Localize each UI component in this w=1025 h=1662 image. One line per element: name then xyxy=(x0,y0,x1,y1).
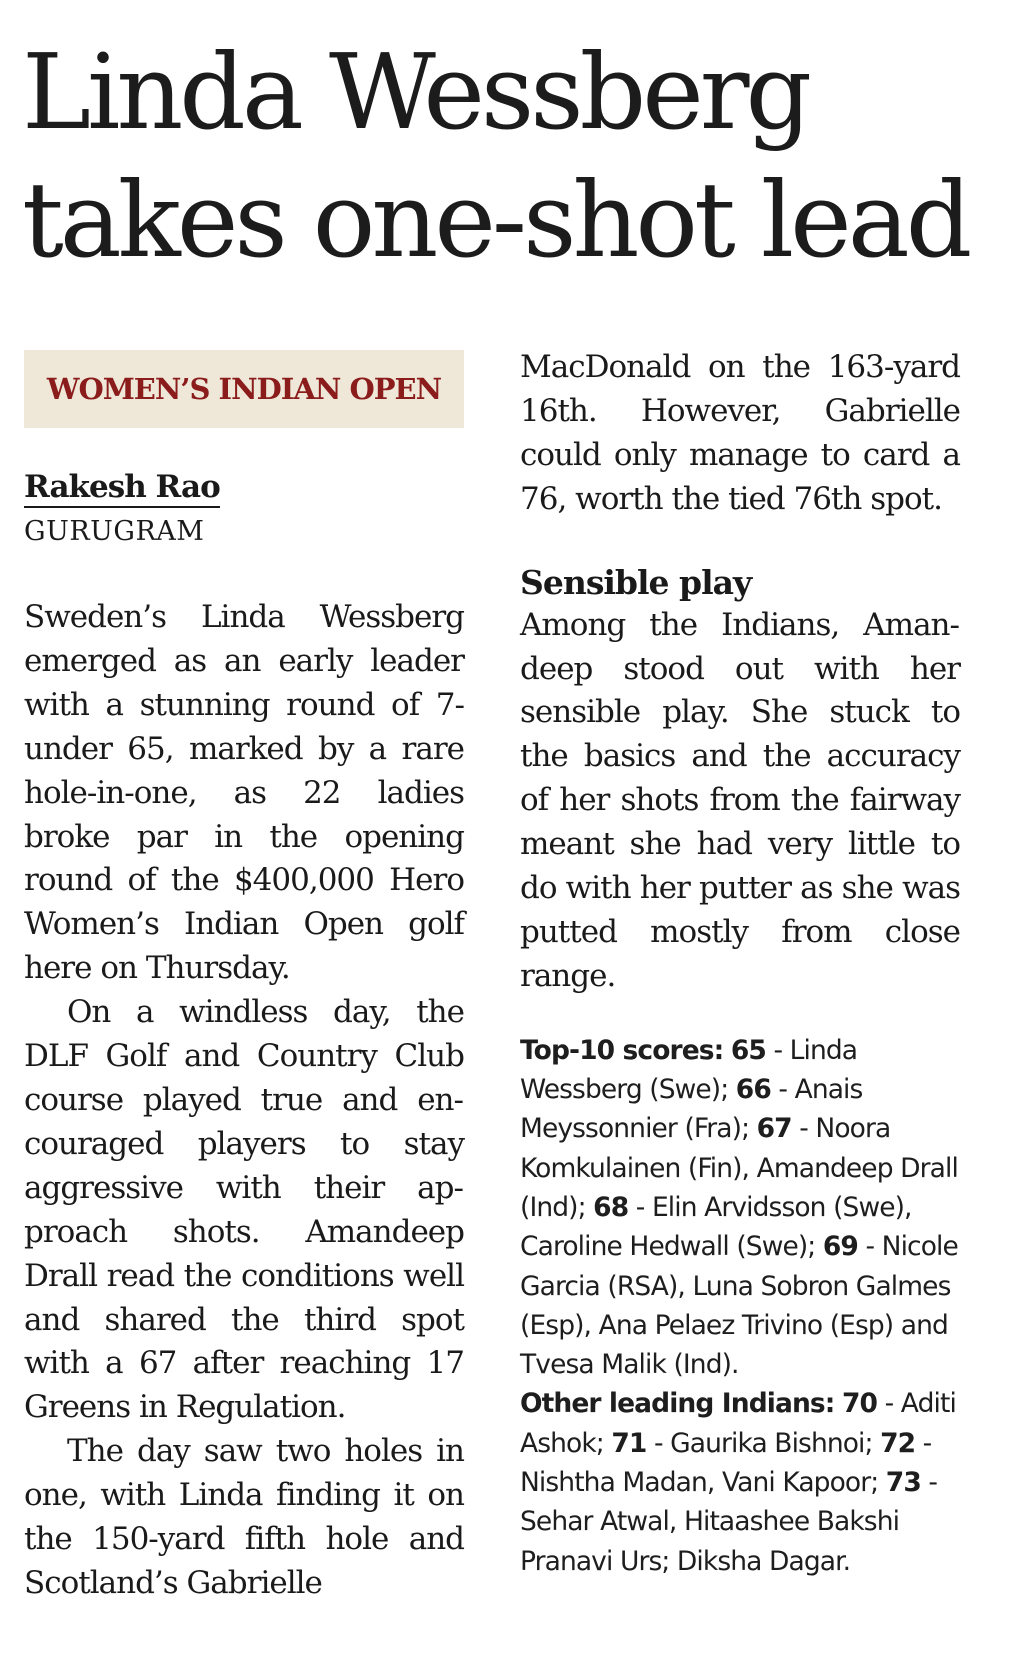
body-paragraph-4: Among the Indians, Amandeep stood out with her sensible play. She stuck to the basics and the accuracy of her shots from the fairway meant she had very little to do with her putter as she was putted mostly from close range. xyxy=(520,606,960,994)
score-71: 71 xyxy=(611,1427,647,1459)
score-65: 65 xyxy=(730,1034,766,1066)
left-column xyxy=(24,350,464,1606)
score-73-players: - Sehar Atwal, Hitaashee Bakshi Pranavi Urs; Diksha Dagar. xyxy=(520,1467,938,1577)
right-column xyxy=(520,346,960,1581)
score-65-players: - Linda Wessberg (Swe); xyxy=(520,1034,858,1106)
score-69-players: - Nicole Garcia (RSA), Luna Sobron Galmes (Esp), Ana Pelaez Trivino (Esp) and Tvesa Malik (Ind). xyxy=(520,1231,958,1381)
headline-line-2: takes one-shot lead xyxy=(22,159,969,281)
body-paragraph-3: The day saw two holes in one, with Linda finding it on the 150-yard fifth hole and Scotland’s Gabrielle xyxy=(24,1433,464,1601)
subheading: Sensible play xyxy=(520,562,752,602)
scores-label: Top-10 scores: xyxy=(520,1034,724,1066)
body-paragraph-1: Sweden’s Linda Wessberg emerged as an early leader with a stunning round of 7-​under 65, marked by a rare hole-in-one, as 22 ladies broke par in the opening round of the $400,000 Hero Women’s Indian Open golf here on Thursday. xyxy=(24,599,464,987)
score-73: 73 xyxy=(885,1467,921,1499)
scores-box xyxy=(520,1031,960,1581)
indians-label: Other leading Indians: xyxy=(520,1388,835,1420)
score-68-players: - Elin Arvidsson (Swe), Caroline Hedwall (Swe); xyxy=(520,1191,912,1263)
score-66-players: - Anais Meyssonnier (Fra); xyxy=(520,1074,863,1145)
byline-author: Rakesh Rao xyxy=(24,468,220,508)
score-66: 66 xyxy=(735,1074,771,1106)
score-71-players: - Gaurika Bishnoi; xyxy=(646,1427,881,1459)
byline-block xyxy=(24,428,464,550)
body-paragraph-2: On a windless day, the DLF Golf and Country Club course played true and encouraged players to stay aggressive with their approach shots. Amandeep Drall read the conditions well and shared the third spot with a 67 after reaching 17 Greens in Regulation. xyxy=(24,994,464,1426)
score-70-players: - Aditi Ashok; xyxy=(520,1388,956,1459)
dateline: GURUGRAM xyxy=(24,516,205,547)
score-72: 72 xyxy=(880,1427,916,1459)
score-68: 68 xyxy=(593,1191,629,1223)
score-72-players: - Nishtha Madan, Vani Kapoor; xyxy=(520,1427,932,1499)
score-67: 67 xyxy=(756,1113,792,1145)
score-69: 69 xyxy=(822,1231,858,1263)
body-continuation: MacDonald on the 163-yard 16th. However, Gabrielle could only manage to card a 76, worth the tied 76th spot. xyxy=(520,349,960,517)
headline-line-1: Linda Wessberg xyxy=(22,31,809,153)
top-10-scores xyxy=(520,1031,960,1385)
score-67-players: - Noora Komkulainen (Fin), Amandeep Drall (Ind); xyxy=(520,1113,958,1223)
other-indians-scores xyxy=(520,1384,960,1580)
score-70: 70 xyxy=(842,1388,878,1420)
headline xyxy=(22,28,1002,284)
section-kicker: WOMEN’S INDIAN OPEN xyxy=(24,350,464,428)
